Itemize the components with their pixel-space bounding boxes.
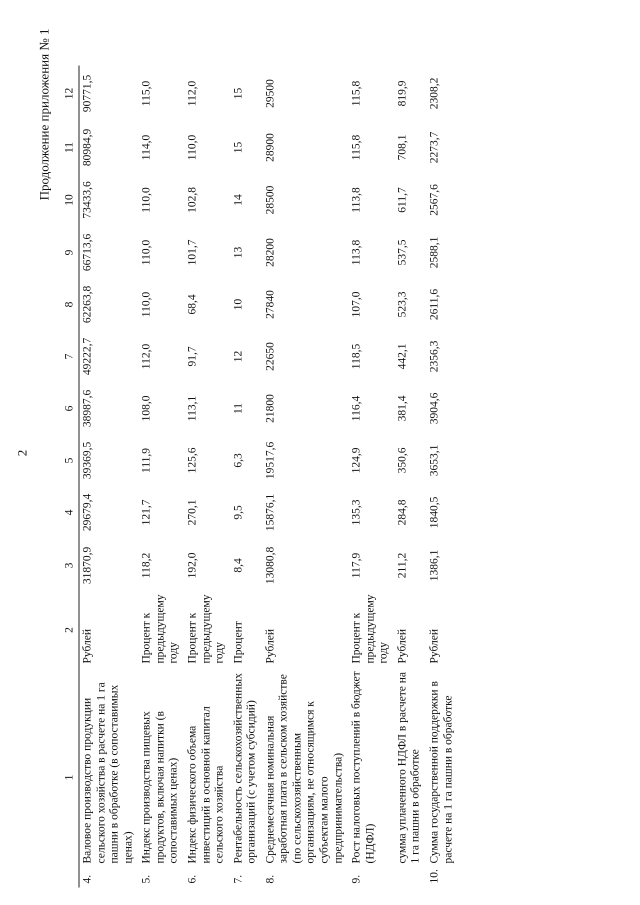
value-cell: 10 [231, 298, 244, 310]
appendix-label: Продолжение приложения № 1 [36, 28, 51, 200]
value-cell: 2567,6 [427, 183, 440, 216]
indicator-name: Валовое производство продукции сельского хозяйства в расчете на 1 га пашни в обработке (в сопоставимых ценах) [81, 681, 134, 863]
value-cell: 107,0 [350, 291, 363, 317]
value-cell: 115,8 [350, 134, 363, 160]
row-number: 5. [140, 874, 153, 883]
indicator-name: Индекс физического объема инвестиций в основной капитал сельского хозяйства [185, 705, 226, 863]
value-cell: 29500 [263, 78, 276, 108]
indicator-name: сумма уплаченного НДФЛ в расчете на 1 га пашни в обработке [395, 671, 422, 863]
value-cell: 117,9 [350, 552, 363, 578]
indicator-name: Среднемесячная номинальная заработная плата в сельском хозяйстве (по сельскохозяйственным организациям, не относящимся к субъектам малого предпринимательства) [263, 673, 344, 863]
value-cell: 112,0 [140, 343, 153, 369]
value-cell: 80984,9 [81, 128, 93, 166]
value-cell: 31870,9 [81, 546, 93, 584]
row-number: 4. [81, 874, 93, 883]
value-cell: 13 [231, 246, 244, 258]
value-cell: 110,0 [140, 186, 153, 213]
value-cell: 22650 [263, 341, 276, 371]
value-cell: 27840 [263, 289, 276, 319]
table-row [394, 65, 426, 887]
column-header: 12 [62, 65, 79, 121]
unit-cell: Процент к предыдущему году [185, 593, 226, 663]
value-cell: 1840,5 [427, 496, 440, 528]
value-cell: 73433,6 [81, 180, 93, 219]
value-cell: 114,0 [140, 134, 153, 160]
value-cell: 29679,4 [81, 493, 93, 531]
column-header: 4 [62, 486, 79, 538]
value-cell: 2273,7 [427, 131, 440, 163]
indicator-name: Индекс производства пищевых продуктов, включая напитки (в сопоставимых ценах) [140, 710, 180, 863]
value-cell: 819,9 [395, 80, 408, 106]
column-header: 5 [62, 434, 79, 486]
value-cell: 6,3 [231, 452, 244, 468]
value-cell: 19517,6 [263, 441, 276, 479]
table-row [138, 65, 184, 887]
value-cell: 113,8 [350, 239, 363, 265]
value-cell: 211,2 [395, 552, 408, 578]
value-cell: 28900 [263, 132, 276, 162]
unit-cell: Процент к предыдущему году [350, 593, 390, 663]
value-cell: 2611,6 [427, 288, 440, 320]
value-cell: 381,4 [395, 395, 408, 421]
value-cell: 8,4 [231, 557, 244, 573]
column-header: 3 [62, 538, 79, 592]
value-cell: 49222,7 [81, 337, 93, 375]
value-cell: 118,2 [140, 552, 153, 578]
value-cell: 1386,1 [427, 549, 440, 581]
table-row [184, 65, 230, 887]
value-cell: 12 [231, 350, 244, 362]
value-cell: 68,4 [185, 293, 198, 315]
value-cell: 708,1 [395, 134, 408, 160]
row-number: 10. [427, 868, 440, 883]
value-cell: 2588,1 [427, 236, 440, 268]
unit-cell: Рублей [427, 628, 440, 663]
indicator-name: Рост налоговых поступлений в бюджет (НДФЛ) [350, 670, 376, 863]
value-cell: 108,0 [140, 395, 153, 421]
value-cell: 125,6 [185, 447, 198, 473]
value-cell: 611,7 [395, 186, 408, 213]
column-header: 8 [62, 278, 79, 330]
value-cell: 270,1 [185, 499, 198, 525]
value-cell: 9,5 [231, 504, 244, 520]
value-cell: 3904,6 [427, 392, 440, 424]
value-cell: 124,9 [350, 447, 363, 473]
row-number: 7. [231, 874, 244, 883]
value-cell: 62263,8 [81, 285, 93, 323]
value-cell: 110,0 [185, 134, 198, 160]
unit-cell: Рублей [263, 628, 276, 663]
page-number: 2 [14, 449, 29, 456]
value-cell: 113,8 [350, 186, 363, 213]
table-row [426, 65, 458, 887]
value-cell: 442,1 [395, 343, 408, 369]
value-cell: 14 [231, 193, 244, 206]
value-cell: 118,5 [350, 343, 363, 369]
value-cell: 350,6 [395, 447, 408, 473]
value-cell: 135,3 [350, 499, 363, 525]
value-cell: 192,0 [185, 552, 198, 578]
value-cell: 91,7 [185, 345, 198, 367]
value-cell: 111,9 [140, 447, 153, 473]
value-cell: 113,1 [185, 395, 198, 421]
value-cell: 15 [231, 87, 244, 99]
table-row [79, 65, 139, 887]
value-cell: 21800 [263, 393, 276, 423]
value-cell: 284,8 [395, 499, 408, 525]
table-row [230, 65, 262, 887]
table-row [348, 65, 394, 887]
column-header: 10 [62, 173, 79, 226]
value-cell: 101,7 [185, 239, 198, 265]
unit-cell: Процент [231, 620, 244, 663]
unit-cell: Рублей [81, 628, 93, 663]
value-cell: 523,3 [395, 291, 408, 317]
unit-cell: Рублей [395, 628, 408, 663]
value-cell: 15876,1 [263, 493, 276, 531]
indicator-name: Сумма государственной поддержки в расчете на 1 га пашни в обработке [427, 680, 454, 863]
value-cell: 90771,5 [81, 74, 93, 112]
unit-cell: Процент к предыдущему году [140, 593, 180, 663]
value-cell: 121,7 [140, 499, 153, 525]
column-header: 2 [62, 592, 79, 667]
row-number: 8. [263, 874, 276, 883]
column-number-row [62, 65, 79, 887]
value-cell: 110,0 [140, 239, 153, 265]
value-cell: 110,0 [140, 291, 153, 317]
table-body [79, 65, 459, 887]
column-header: 6 [62, 382, 79, 434]
value-cell: 28200 [263, 237, 276, 267]
value-cell: 102,8 [185, 186, 198, 213]
column-header: 1 [62, 667, 79, 887]
column-header: 9 [62, 226, 79, 278]
value-cell: 13080,8 [263, 546, 276, 584]
indicator-name: Рентабельность сельскохозяйственных организаций (с учетом субсидий) [231, 672, 258, 863]
value-cell: 11 [231, 402, 244, 414]
value-cell: 39369,5 [81, 441, 93, 479]
value-cell: 15 [231, 141, 244, 153]
row-number [394, 865, 426, 887]
value-cell: 112,0 [185, 80, 198, 106]
value-cell: 115,8 [350, 80, 363, 106]
row-number: 6. [185, 874, 198, 883]
value-cell: 2308,2 [427, 77, 440, 109]
row-number: 9. [350, 874, 363, 883]
column-header: 7 [62, 330, 79, 382]
value-cell: 537,5 [395, 239, 408, 265]
value-cell: 28500 [263, 185, 276, 214]
value-cell: 116,4 [350, 395, 363, 421]
indicators-table [62, 65, 458, 887]
value-cell: 2356,3 [427, 340, 440, 372]
value-cell: 3653,1 [427, 444, 440, 476]
value-cell: 38987,6 [81, 389, 93, 427]
column-header: 11 [62, 121, 79, 173]
value-cell: 66713,6 [81, 233, 93, 271]
table-row [262, 65, 348, 887]
value-cell: 115,0 [140, 80, 153, 106]
